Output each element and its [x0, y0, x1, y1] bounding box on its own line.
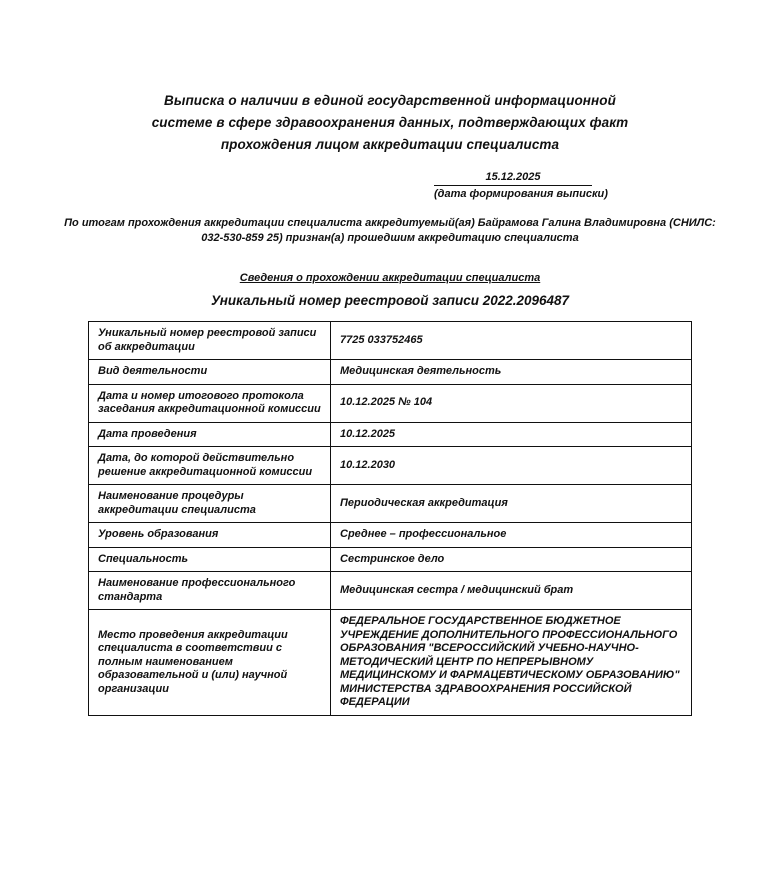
row-value-cell: Сестринское дело	[331, 547, 692, 572]
table-row	[89, 610, 692, 716]
table-row	[89, 485, 692, 523]
row-value-cell: 10.12.2025 № 104	[331, 384, 692, 422]
row-value-cell: Среднее – профессиональное	[331, 523, 692, 548]
row-value-cell: 10.12.2030	[331, 447, 692, 485]
table-row	[89, 547, 692, 572]
registry-heading: Уникальный номер реестровой записи 2022.2096487	[210, 293, 570, 308]
table-row	[89, 360, 692, 385]
table-row	[89, 523, 692, 548]
formation-date-caption: (дата формирования выписки)	[434, 188, 608, 200]
document-title-line: Выписка о наличии в единой государственной информационной	[163, 93, 616, 108]
table-row	[89, 384, 692, 422]
row-label-cell: Дата, до которой действительно решение аккредитационной комиссии	[89, 447, 331, 485]
row-value-cell: Периодическая аккредитация	[331, 485, 692, 523]
document-title	[0, 90, 780, 156]
table-row	[89, 447, 692, 485]
row-value-cell: 10.12.2025	[331, 422, 692, 447]
row-label-cell: Уникальный номер реестровой записи об аккредитации	[89, 322, 331, 360]
row-label-cell: Уровень образования	[89, 523, 331, 548]
section-heading: Сведения о прохождении аккредитации специалиста	[239, 272, 541, 284]
row-value-cell: ФЕДЕРАЛЬНОЕ ГОСУДАРСТВЕННОЕ БЮДЖЕТНОЕ УЧРЕЖДЕНИЕ ДОПОЛНИТЕЛЬНОГО ПРОФЕССИОНАЛЬНОГО ОБРАЗОВАНИЯ "ВСЕРОССИЙСКИЙ УЧЕБНО-НАУЧНО-МЕТОДИЧЕСКИЙ ЦЕНТР ПО НЕПРЕРЫВНОМУ МЕДИЦИНСКОМУ И ФАРМАЦЕВТИЧЕСКОМУ ОБРАЗОВАНИЮ" МИНИСТЕРСТВА ЗДРАВООХРАНЕНИЯ РОССИЙСКОЙ ФЕДЕРАЦИИ	[331, 610, 692, 716]
row-label-cell: Место проведения аккредитации специалиста в соответствии с полным наименованием образовательной и (или) научной организации	[89, 610, 331, 716]
accreditation-table	[88, 321, 692, 716]
row-label-cell: Дата и номер итогового протокола заседания аккредитационной комиссии	[89, 384, 331, 422]
document-title-line: прохождения лицом аккредитации специалиста	[220, 137, 560, 152]
row-value-cell: Медицинская деятельность	[331, 360, 692, 385]
table-row	[89, 572, 692, 610]
intro-paragraph: По итогам прохождения аккредитации специалиста аккредитуемый(ая) Байрамова Галина Владимировна (СНИЛС: 032-530-859 25) признан(а) прошедшим аккредитацию специалиста	[64, 217, 716, 244]
row-value-cell: Медицинская сестра / медицинский брат	[331, 572, 692, 610]
row-label-cell: Наименование профессионального стандарта	[89, 572, 331, 610]
row-label-cell: Наименование процедуры аккредитации специалиста	[89, 485, 331, 523]
row-label-cell: Специальность	[89, 547, 331, 572]
formation-date-block	[434, 171, 608, 200]
row-value-cell: 7725 033752465	[331, 322, 692, 360]
table-row	[89, 422, 692, 447]
formation-date-value: 15.12.2025	[434, 171, 592, 186]
table-row	[89, 322, 692, 360]
document-title-line: системе в сфере здравоохранения данных, подтверждающих факт	[151, 115, 629, 130]
row-label-cell: Вид деятельности	[89, 360, 331, 385]
row-label-cell: Дата проведения	[89, 422, 331, 447]
accreditation-table-body	[89, 322, 692, 716]
